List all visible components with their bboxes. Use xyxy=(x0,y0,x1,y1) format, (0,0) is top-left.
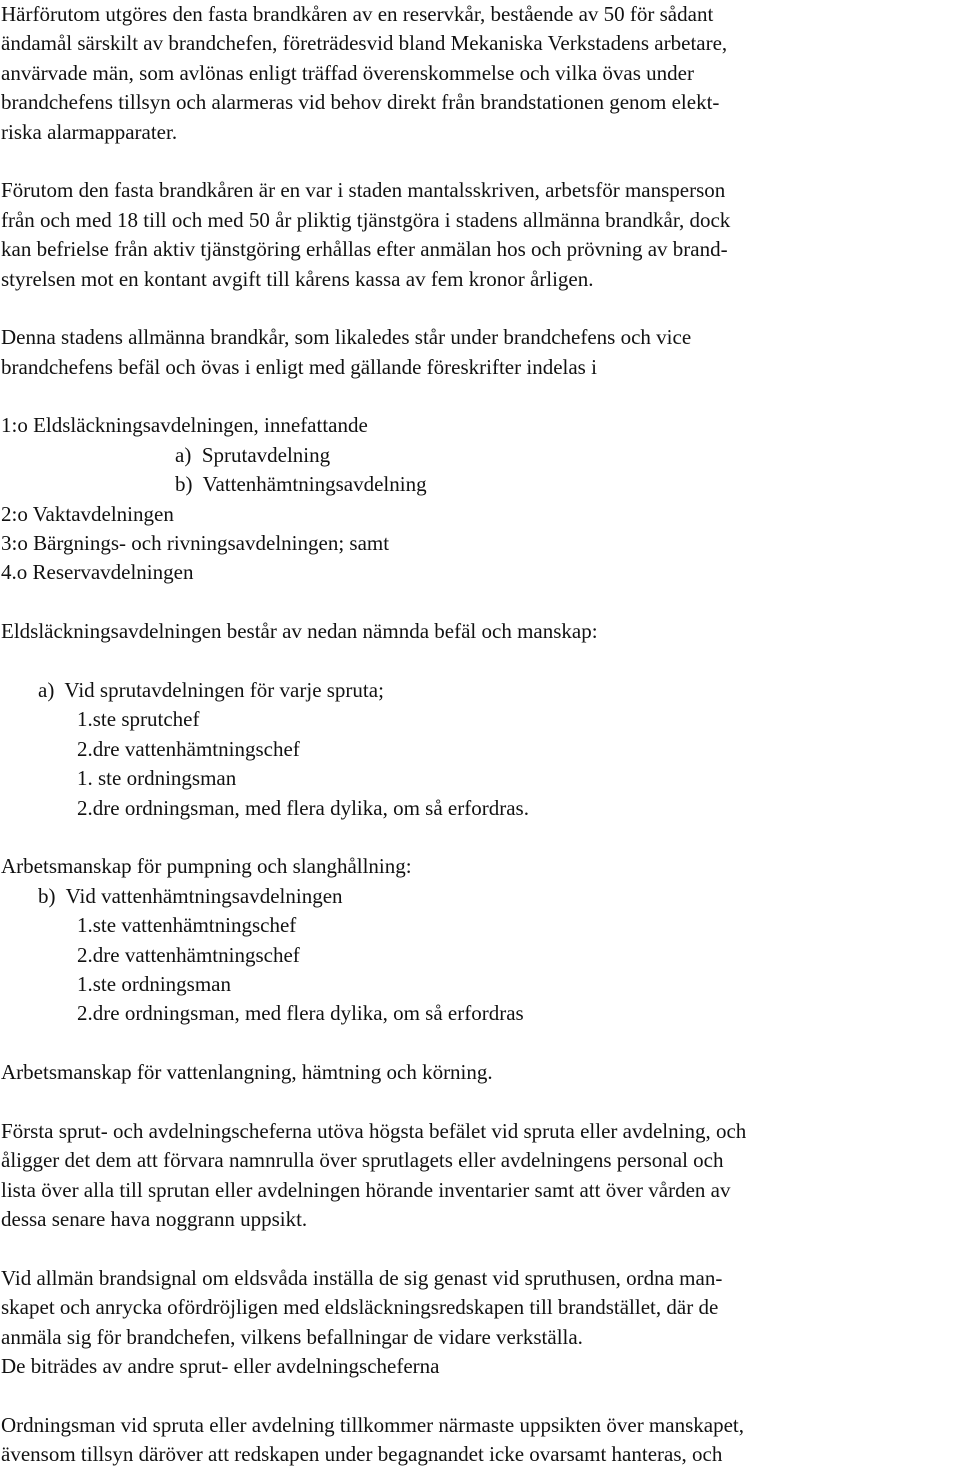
list-item: 1.ste sprutchef xyxy=(77,707,200,732)
text-line: Härförutom utgöres den fasta brandkåren av en reservkår, bestående av 50 för sådant xyxy=(1,2,714,26)
text-line: från och med 18 till och med 50 år pliktig tjänstgöra i stadens allmänna brandkår, dock xyxy=(1,207,731,232)
list-item: 1.ste vattenhämtningschef xyxy=(77,913,297,938)
text-line: Ordningsman vid spruta eller avdelning tillkommer närmaste uppsikten över manskapet, xyxy=(1,1412,744,1437)
list-item: 2.dre ordningsman, med flera dylika, om så erfordras. xyxy=(77,795,529,820)
paragraph-spacer xyxy=(1,647,951,676)
paragraph-hauling-crew: Arbetsmanskap för vattenlangning, hämtning och körning. xyxy=(1,1060,493,1085)
text-line: Vid allmän brandsignal om eldsvåda inställa de sig genast vid spruthusen, ordna man- xyxy=(1,1265,723,1290)
text-line: kan befrielse från aktiv tjänstgöring erhållas efter anmälan hos och prövning av brand- xyxy=(1,237,728,262)
paragraph-chief-duties xyxy=(1,1117,951,1235)
paragraph-reserve-corps xyxy=(1,0,951,147)
text-line: anvärvade män, som avlönas enligt träffad överenskommelse och vilka övas under xyxy=(1,60,694,85)
division-item: 3:o Bärgnings- och rivningsavdelningen; samt xyxy=(1,531,390,556)
list-heading: b) Vid vattenhämtningsavdelningen xyxy=(38,883,343,908)
paragraph-division-intro xyxy=(1,323,951,382)
list-water-division xyxy=(1,882,951,1029)
division-subitem: a) Sprutavdelning xyxy=(175,442,331,467)
paragraph-spacer xyxy=(1,588,951,617)
list-spray-division xyxy=(1,676,951,823)
list-item: 1. ste ordningsman xyxy=(77,766,237,791)
list-item: 2.dre ordningsman, med flera dylika, om så erfordras xyxy=(77,1001,524,1026)
text-line: lista över alla till sprutan eller avdelningen hörande inventarier samt att över vården av xyxy=(1,1177,731,1202)
paragraph-spacer xyxy=(1,1087,951,1116)
paragraph-pumping-crew: Arbetsmanskap för pumpning och slanghållning: xyxy=(1,854,412,879)
text-line: anmäla sig för brandchefen, vilkens befallningar de vidare verkställa. xyxy=(1,1324,583,1349)
text-line: ävensom tillsyn däröver att redskapen under begagnandet icke ovarsamt hanteras, och xyxy=(1,1442,723,1467)
paragraph-spacer xyxy=(1,294,951,323)
paragraph-composition: Eldsläckningsavdelningen består av nedan nämnda befäl och manskap: xyxy=(1,619,598,644)
text-line: riska alarmapparater. xyxy=(1,119,178,144)
document-page xyxy=(1,0,951,1470)
paragraph-spacer xyxy=(1,1234,951,1263)
division-item: 2:o Vaktavdelningen xyxy=(1,501,174,526)
text-line: brandchefens tillsyn och alarmeras vid behov direkt från brandstationen genom elekt- xyxy=(1,90,720,115)
text-line: ändamål särskilt av brandchefen, företrädesvid bland Mekaniska Verkstadens arbetare, xyxy=(1,31,728,56)
text-line: brandchefens befäl och övas i enligt med gällande föreskrifter indelas i xyxy=(1,354,597,379)
division-item: 1:o Eldsläckningsavdelningen, innefattande xyxy=(1,413,368,438)
division-list xyxy=(1,411,951,587)
division-item: 4.o Reservavdelningen xyxy=(1,560,194,585)
text-line: Första sprut- och avdelningscheferna utöva högsta befälet vid spruta eller avdelning, och xyxy=(1,1118,747,1143)
list-item: 1.ste ordningsman xyxy=(77,971,231,996)
paragraph-alarm-procedure xyxy=(1,1264,951,1382)
list-heading: a) Vid sprutavdelningen för varje spruta; xyxy=(38,677,384,702)
paragraph-spacer xyxy=(1,1381,951,1410)
text-line: De biträdes av andre sprut- eller avdelningscheferna xyxy=(1,1353,440,1378)
list-item: 2.dre vattenhämtningschef xyxy=(77,942,300,967)
division-subitem: b) Vattenhämtningsavdelning xyxy=(175,472,427,497)
text-line: åligger det dem att förvara namnrulla över sprutlagets eller avdelningens personal och xyxy=(1,1148,724,1173)
paragraph-public-duty xyxy=(1,176,951,294)
list-item: 2.dre vattenhämtningschef xyxy=(77,736,300,761)
paragraph-spacer xyxy=(1,382,951,411)
paragraph-spacer xyxy=(1,823,951,852)
text-line: styrelsen mot en kontant avgift till kårens kassa av fem kronor årligen. xyxy=(1,266,594,291)
paragraph-spacer xyxy=(1,1029,951,1058)
paragraph-orderly-duties xyxy=(1,1411,951,1470)
text-line: skapet och anrycka ofördröjligen med eldsläckningsredskapen till brandstället, där de xyxy=(1,1295,719,1320)
paragraph-spacer xyxy=(1,147,951,176)
text-line: Denna stadens allmänna brandkår, som likaledes står under brandchefens och vice xyxy=(1,325,692,350)
text-line: dessa senare hava noggrann uppsikt. xyxy=(1,1207,308,1232)
text-line: Förutom den fasta brandkåren är en var i staden mantalsskriven, arbetsför mansperson xyxy=(1,178,726,203)
